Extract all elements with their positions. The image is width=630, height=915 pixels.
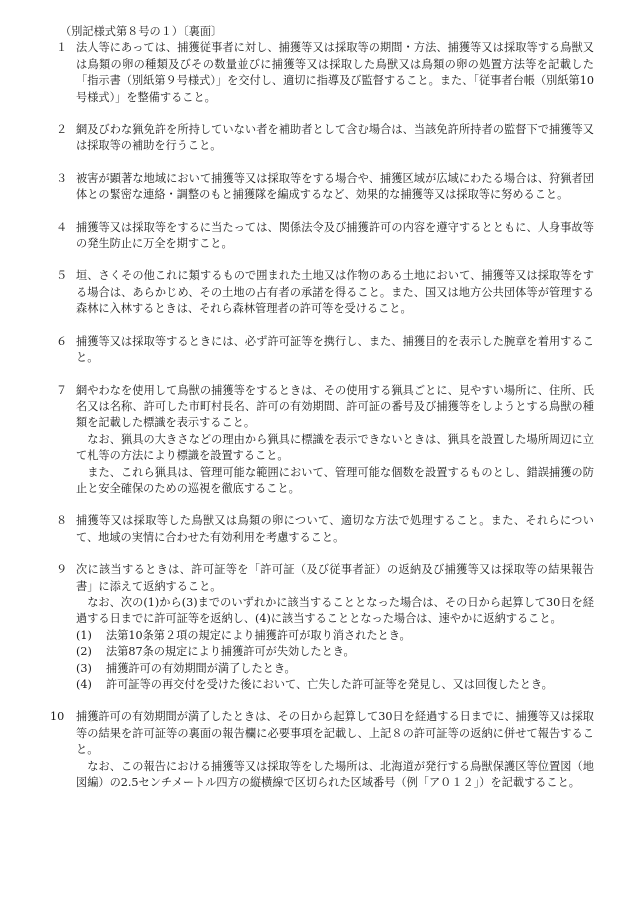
clause-text: 捕獲許可の有効期間が満了したときは、その日から起算して30日を経過する日までに、捕獲等又は採取等の結果を許可証等の裏面の報告欄に必要事項を記載し、上記８の許可証等の返納に併せて報告すること。 (76, 710, 594, 757)
clause-number: ２ (56, 123, 68, 137)
clause-text: 網やわなを使用して鳥獣の捕獲等をするときは、その使用する猟具ごとに、見やすい場所に、住所、氏名又は名称、許可した市町村長名、許可の有効期間、許可証の番号及び捕獲等をしようとする鳥獣の種類を記載した標識を表示すること。 (76, 383, 594, 430)
clause-2 (56, 122, 594, 155)
form-header: （別記様式第８号の１）〔裏面〕 (60, 25, 223, 38)
sub-item-4 (76, 677, 594, 693)
clause-number: ５ (56, 269, 68, 283)
sub-item-number: (2) (76, 645, 92, 659)
clause-number: ９ (56, 563, 68, 577)
clause-10 (50, 709, 594, 791)
sub-item-text: 捕獲許可の有効期間が満了したとき。 (106, 661, 296, 675)
clause-text: なお、次の(1)から(3)までのいずれかに該当することとなった場合は、その日から起算して30日を経過する日までに許可証等を返納し、(4)に該当することとなった場合は、速やかに返納すること。 (76, 595, 594, 626)
sub-item-text: 法第10条第２項の規定により捕獲許可が取り消されたとき。 (106, 628, 411, 642)
clause-8 (56, 513, 594, 546)
clause-3 (56, 171, 594, 204)
sub-item-text: 許可証等の再交付を受けた後において、亡失した許可証等を発見し、又は回復したとき。 (106, 678, 553, 691)
clause-text: 捕獲等又は採取等した鳥獣又は鳥類の卵について、適切な方法で処理すること。また、それらについて、地域の実情に合わせた有効利用を考慮すること。 (76, 514, 594, 544)
sub-item-text: 法第87条の規定により捕獲許可が失効したとき。 (106, 645, 355, 659)
clause-1 (56, 40, 594, 106)
sub-item-3 (76, 661, 594, 677)
clause-7 (56, 383, 594, 498)
clause-text: 捕獲等又は採取等するときには、必ず許可証等を携行し、また、捕獲目的を表示した腕章を着用すること。 (76, 334, 594, 365)
clause-5 (56, 268, 594, 317)
clause-6 (56, 334, 594, 367)
clause-text: なお、猟具の大きさなどの理由から猟具に標識を表示できないときは、猟具を設置した場所周辺に立て札等の方法により標識を設置すること。 (76, 432, 594, 463)
clause-text: 捕獲等又は採取等をするに当たっては、関係法令及び捕獲許可の内容を遵守するとともに、人身事故等の発生防止に万全を期すこと。 (76, 220, 594, 251)
clause-number: ６ (56, 334, 68, 348)
clause-number: ７ (56, 383, 68, 397)
sub-item-1 (76, 628, 594, 644)
clause-text: また、これら猟具は、管理可能な範囲において、管理可能な個数を設置するものとし、錯誤捕獲の防止と安全確保のための巡視を徹底すること。 (76, 465, 594, 495)
sub-item-2 (76, 644, 594, 660)
clause-text: 被害が顕著な地域において捕獲等又は採取等をする場合や、捕獲区域が広域にわたる場合は、狩猟者団体との緊密な連絡・調整のもと捕獲隊を編成するなど、効果的な捕獲等又は採取等に努めること。 (76, 171, 594, 202)
clause-4 (56, 220, 594, 253)
clause-number: ４ (56, 220, 68, 234)
clause-text: 垣、さくその他これに類するもので囲まれた土地又は作物のある土地において、捕獲等又は採取等をする場合は、あらかじめ、その土地の占有者の承諾を得ること。また、国又は地方公共団体等が管理する森林に入林するときは、それら森林管理者の許可等を受けること。 (76, 269, 594, 316)
clause-text: 網及びわな猟免許を所持していない者を補助者として含む場合は、当該免許所持者の監督下で捕獲等又は採取等の補助を行うこと。 (76, 123, 594, 153)
clause-number: 10 (50, 710, 65, 724)
clause-9 (56, 562, 594, 693)
clause-number: ８ (56, 514, 68, 528)
clause-text: なお、この報告における捕獲等又は採取等をした場所は、北海道が発行する鳥獣保護区等位置図（地図編）の2.5センチメートル四方の縦横線で区切られた区域番号（例「ア０１２」）を記載すること。 (76, 759, 594, 790)
clause-text: 次に該当するときは、許可証等を「許可証（及び従事者証）の返納及び捕獲等又は採取等の結果報告書」に添えて返納すること。 (76, 563, 594, 593)
sub-item-number: (1) (76, 628, 92, 642)
clause-number: １ (56, 41, 68, 55)
clause-number: ３ (56, 171, 68, 185)
clause-text: 法人等にあっては、捕獲従事者に対し、捕獲等又は採取等の期間・方法、捕獲等又は採取等する鳥獣又は鳥類の卵の種類及びその数量並びに捕獲等又は採取した鳥獣又は鳥類の卵の処置方法等を記載した「指示書（別紙第９号様式）」を交付し、適切に指導及び監督すること。また、「従事者台帳（別紙第10号様式）」を整備すること。 (76, 41, 594, 104)
sub-item-number: (4) (76, 678, 92, 691)
sub-item-number: (3) (76, 661, 92, 675)
